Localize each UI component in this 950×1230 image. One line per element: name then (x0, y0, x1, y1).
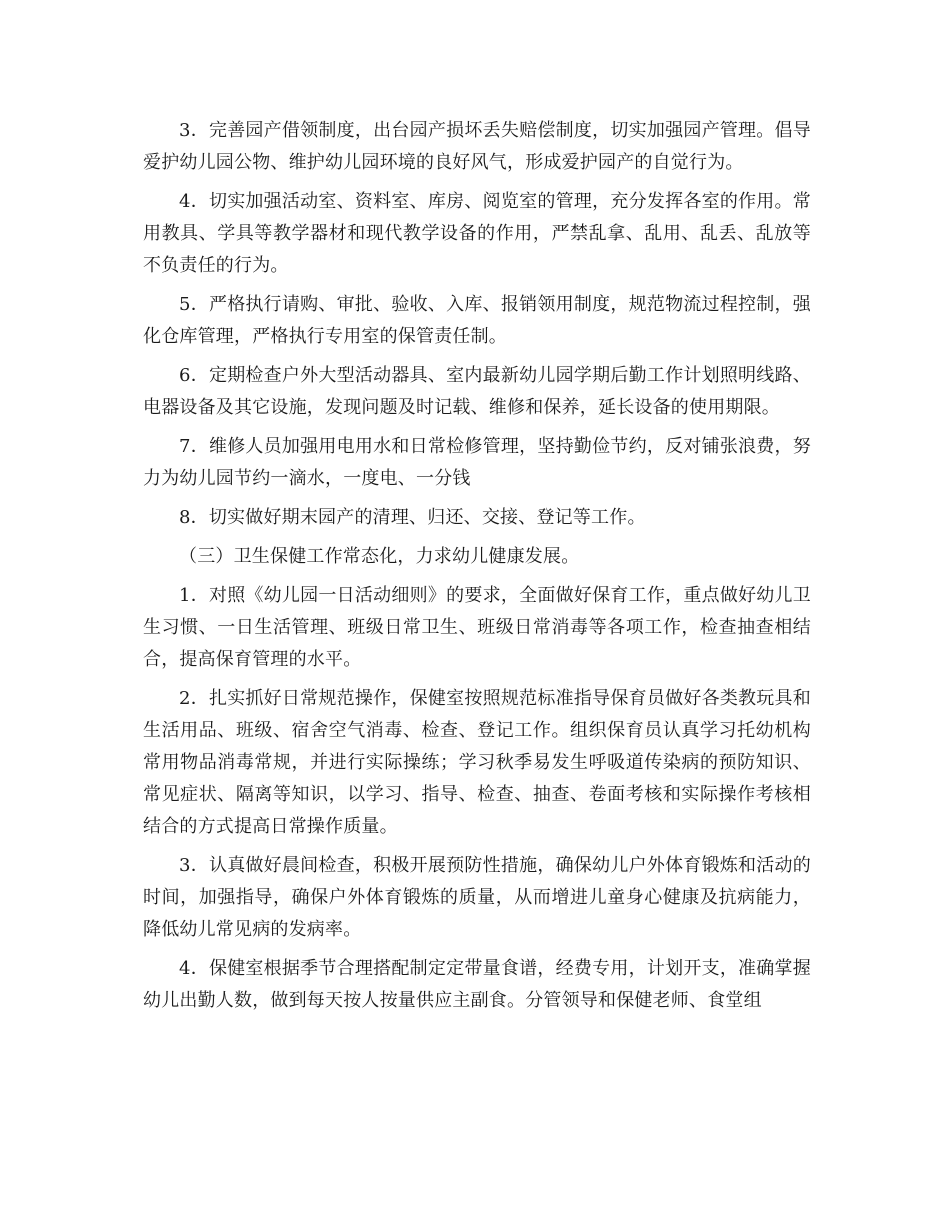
section-heading-health-care: （三）卫生保健工作常态化，力求幼儿健康发展。 (179, 546, 580, 567)
paragraph-item-6-inspection: 6．定期检查户外大型活动器具、室内最新幼儿园学期后勤工作计划照明线路、电器设备及其它设施，发现问题及时记载、维修和保养，延长设备的使用期限。 (143, 365, 811, 418)
paragraph-item-4-recipes: 4．保健室根据季节合理搭配制定定带量食谱，经费专用，计划开支，准确掌握幼儿出勤人数，做到每天按人按量供应主副食。分管领导和保健老师、食堂组 (143, 958, 811, 1011)
paragraph-item-2-standard-operations: 2．扎实抓好日常规范操作，保健室按照规范标准指导保育员做好各类教玩具和生活用品、班级、宿舍空气消毒、检查、登记工作。组织保育员认真学习托幼机构常用物品消毒常规，并进行实际操练；学习秋季易发生呼吸道传染病的预防知识、常见症状、隔离等知识，以学习、指导、检查、抽查、卷面考核和实际操作考核相结合的方式提高日常操作质量。 (143, 688, 811, 837)
paragraph-item-7-maintenance: 7．维修人员加强用电用水和日常检修管理，坚持勤俭节约，反对铺张浪费，努力为幼儿园节约一滴水，一度电、一分钱 (143, 436, 811, 489)
paragraph-item-5-procurement: 5．严格执行请购、审批、验收、入库、报销领用制度，规范物流过程控制，强化仓库管理，严格执行专用室的保管责任制。 (143, 294, 811, 347)
document-body (143, 115, 811, 1024)
paragraph-item-4-room-management: 4．切实加强活动室、资料室、库房、阅览室的管理，充分发挥各室的作用。常用教具、学具等教学器材和现代教学设备的作用，严禁乱拿、乱用、乱丢、乱放等不负责任的行为。 (143, 191, 811, 276)
paragraph-item-8-term-end: 8．切实做好期末园产的清理、归还、交接、登记等工作。 (179, 507, 646, 528)
paragraph-item-3-asset-lending: 3．完善园产借领制度，出台园产损坏丢失赔偿制度，切实加强园产管理。倡导爱护幼儿园公物、维护幼儿园环境的良好风气，形成爱护园产的自觉行为。 (143, 120, 811, 173)
paragraph-item-1-daily-rules: 1．对照《幼儿园一日活动细则》的要求，全面做好保育工作，重点做好幼儿卫生习惯、一日生活管理、班级日常卫生、班级日常消毒等各项工作，检查抽查相结合，提高保育管理的水平。 (143, 585, 811, 670)
paragraph-item-3-morning-check: 3．认真做好晨间检查，积极开展预防性措施，确保幼儿户外体育锻炼和活动的时间，加强指导，确保户外体育锻炼的质量，从而增进儿童身心健康及抗病能力，降低幼儿常见病的发病率。 (143, 855, 811, 940)
